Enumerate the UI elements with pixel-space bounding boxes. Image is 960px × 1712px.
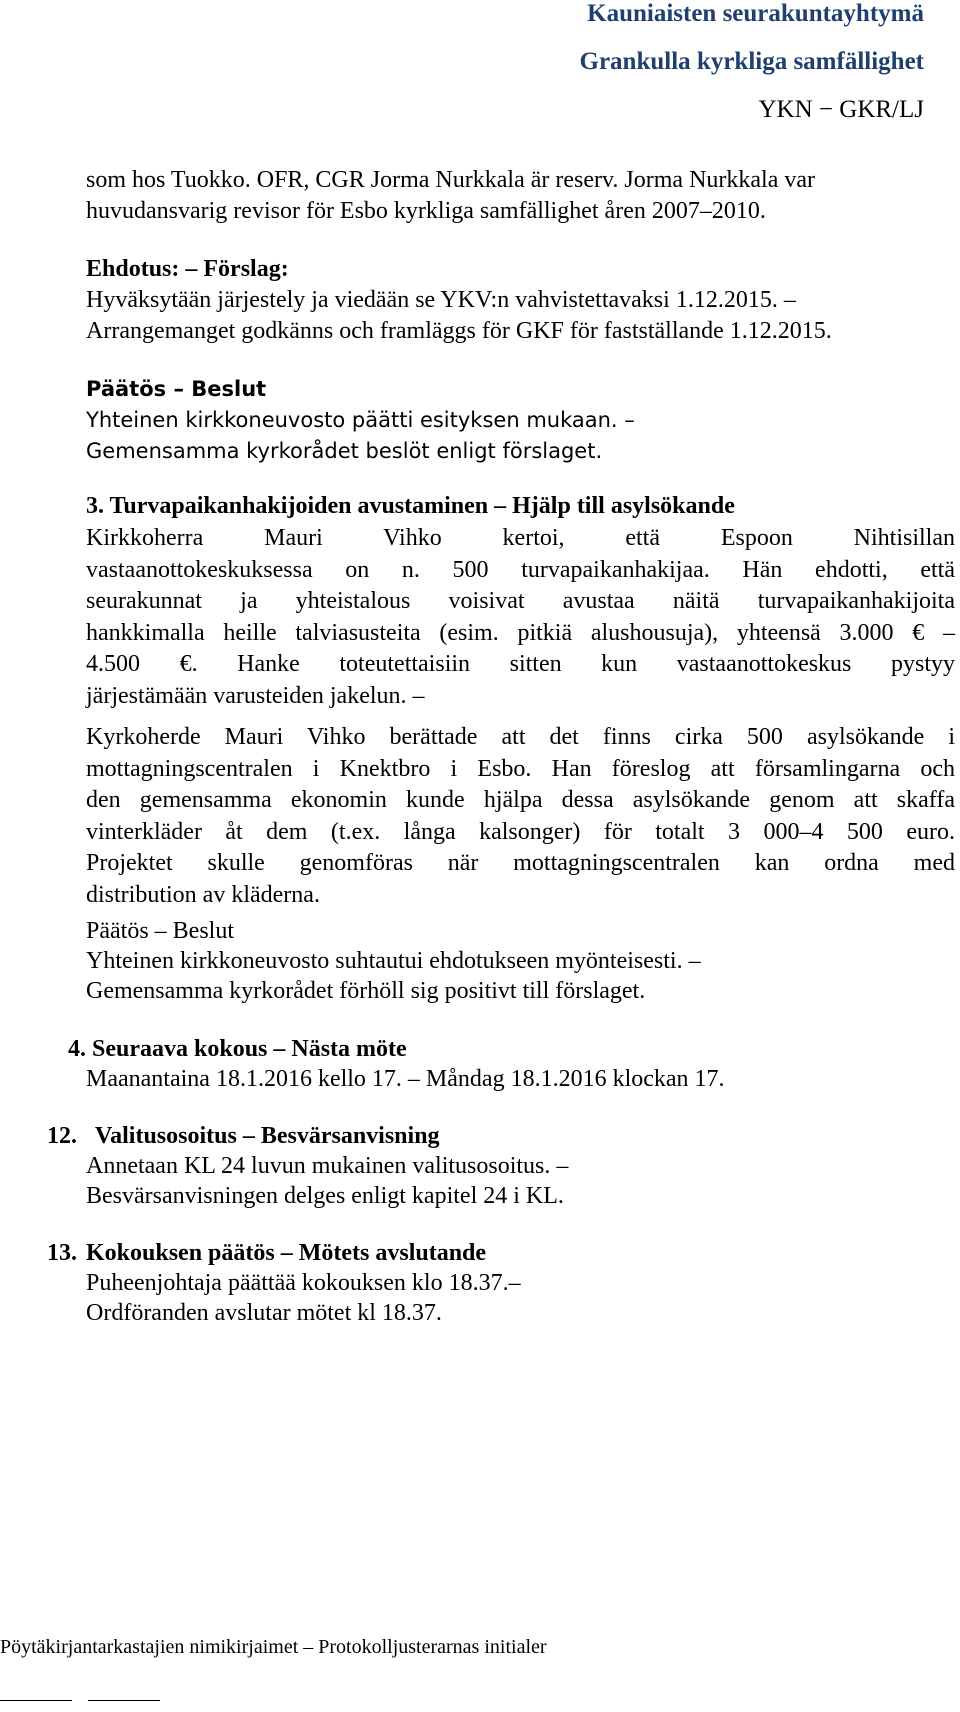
decision-line-1: Yhteinen kirkkoneuvosto päätti esityksen mukaan. – <box>86 408 635 432</box>
item-12-number: 12. <box>47 1123 77 1149</box>
item-3-decision-heading: Päätös – Beslut <box>86 918 234 944</box>
item-12-line-2: Besvärsanvisningen delges enligt kapitel 24 i KL. <box>86 1183 564 1209</box>
item-12-heading: Valitusosoitus – Besvärsanvisning <box>95 1123 440 1149</box>
item-4-line-1: Maanantaina 18.1.2016 kello 17. – Måndag 18.1.2016 klockan 17. <box>86 1066 725 1092</box>
item-3-finnish-paragraph <box>86 523 955 712</box>
document-code: YKN − GKR/LJ <box>758 96 924 123</box>
item-13-heading: Kokouksen päätös – Mötets avslutande <box>86 1240 487 1266</box>
item-13-number: 13. <box>47 1240 77 1266</box>
intro-line-2: huvudansvarig revisor för Esbo kyrkliga samfällighet åren 2007–2010. <box>86 198 766 224</box>
item-13-line-2: Ordföranden avslutar mötet kl 18.37. <box>86 1300 442 1326</box>
paragraph-line: Kyrkoherde Mauri Vihko berättade att det finns cirka 500 asylsökande i <box>86 724 955 750</box>
paragraph-line: den gemensamma ekonomin kunde hjälpa dessa asylsökande genom att skaffa <box>86 787 955 813</box>
paragraph-line: vastaanottokeskuksessa on n. 500 turvapaikanhakijaa. Hän ehdotti, että <box>86 556 955 583</box>
paragraph-line: distribution av kläderna. <box>86 881 320 908</box>
paragraph-line: Kirkkoherra Mauri Vihko kertoi, että Espoon Nihtisillan <box>86 525 955 551</box>
paragraph-line: hankkimalla heille talviasusteita (esim. pitkiä alushousuja), yhteensä 3.000 € – <box>86 619 955 646</box>
item-4-heading: 4. Seuraava kokous – Nästa möte <box>68 1036 407 1062</box>
signature-line-2 <box>88 1700 160 1701</box>
item-3-decision-line-2: Gemensamma kyrkorådet förhöll sig positivt till förslaget. <box>86 978 646 1004</box>
proposal-heading: Ehdotus: – Förslag: <box>86 256 289 282</box>
proposal-line-2: Arrangemanget godkänns och framläggs för GKF för fastställande 1.12.2015. <box>86 318 832 344</box>
paragraph-line: Projektet skulle genomföras när mottagningscentralen kan ordna med <box>86 850 955 876</box>
item-13-line-1: Puheenjohtaja päättää kokouksen klo 18.37.– <box>86 1270 521 1296</box>
intro-line-1: som hos Tuokko. OFR, CGR Jorma Nurkkala är reserv. Jorma Nurkkala var <box>86 167 816 193</box>
initials-label: Pöytäkirjantarkastajien nimikirjaimet – Protokolljusterarnas initialer <box>0 1636 547 1658</box>
paragraph-line: vinterkläder åt dem (t.ex. långa kalsonger) för totalt 3 000–4 500 euro. <box>86 818 955 845</box>
paragraph-line: mottagningscentralen i Knektbro i Esbo. Han föreslog att församlingarna och <box>86 755 955 782</box>
paragraph-line: 4.500 €. Hanke toteutettaisiin sitten kun vastaanottokeskus pystyy <box>86 651 955 677</box>
organization-name-fi: Kauniaisten seurakuntayhtymä <box>587 0 924 27</box>
decision-heading: Päätös – Beslut <box>86 377 267 401</box>
signature-line-1 <box>0 1700 72 1701</box>
item-3-swedish-paragraph <box>86 722 955 911</box>
organization-name-sv: Grankulla kyrkliga samfällighet <box>579 48 924 75</box>
paragraph-line: seurakunnat ja yhteistalous voisivat avustaa näitä turvapaikanhakijoita <box>86 588 955 614</box>
item-3-heading: 3. Turvapaikanhakijoiden avustaminen – Hjälp till asylsökande <box>86 493 735 519</box>
paragraph-line: järjestämään varusteiden jakelun. – <box>86 682 425 709</box>
decision-line-2: Gemensamma kyrkorådet beslöt enligt förslaget. <box>86 439 603 463</box>
item-3-decision-line-1: Yhteinen kirkkoneuvosto suhtautui ehdotukseen myönteisesti. – <box>86 948 701 974</box>
proposal-line-1: Hyväksytään järjestely ja viedään se YKV:n vahvistettavaksi 1.12.2015. – <box>86 287 796 313</box>
item-12-line-1: Annetaan KL 24 luvun mukainen valitusosoitus. – <box>86 1153 569 1179</box>
